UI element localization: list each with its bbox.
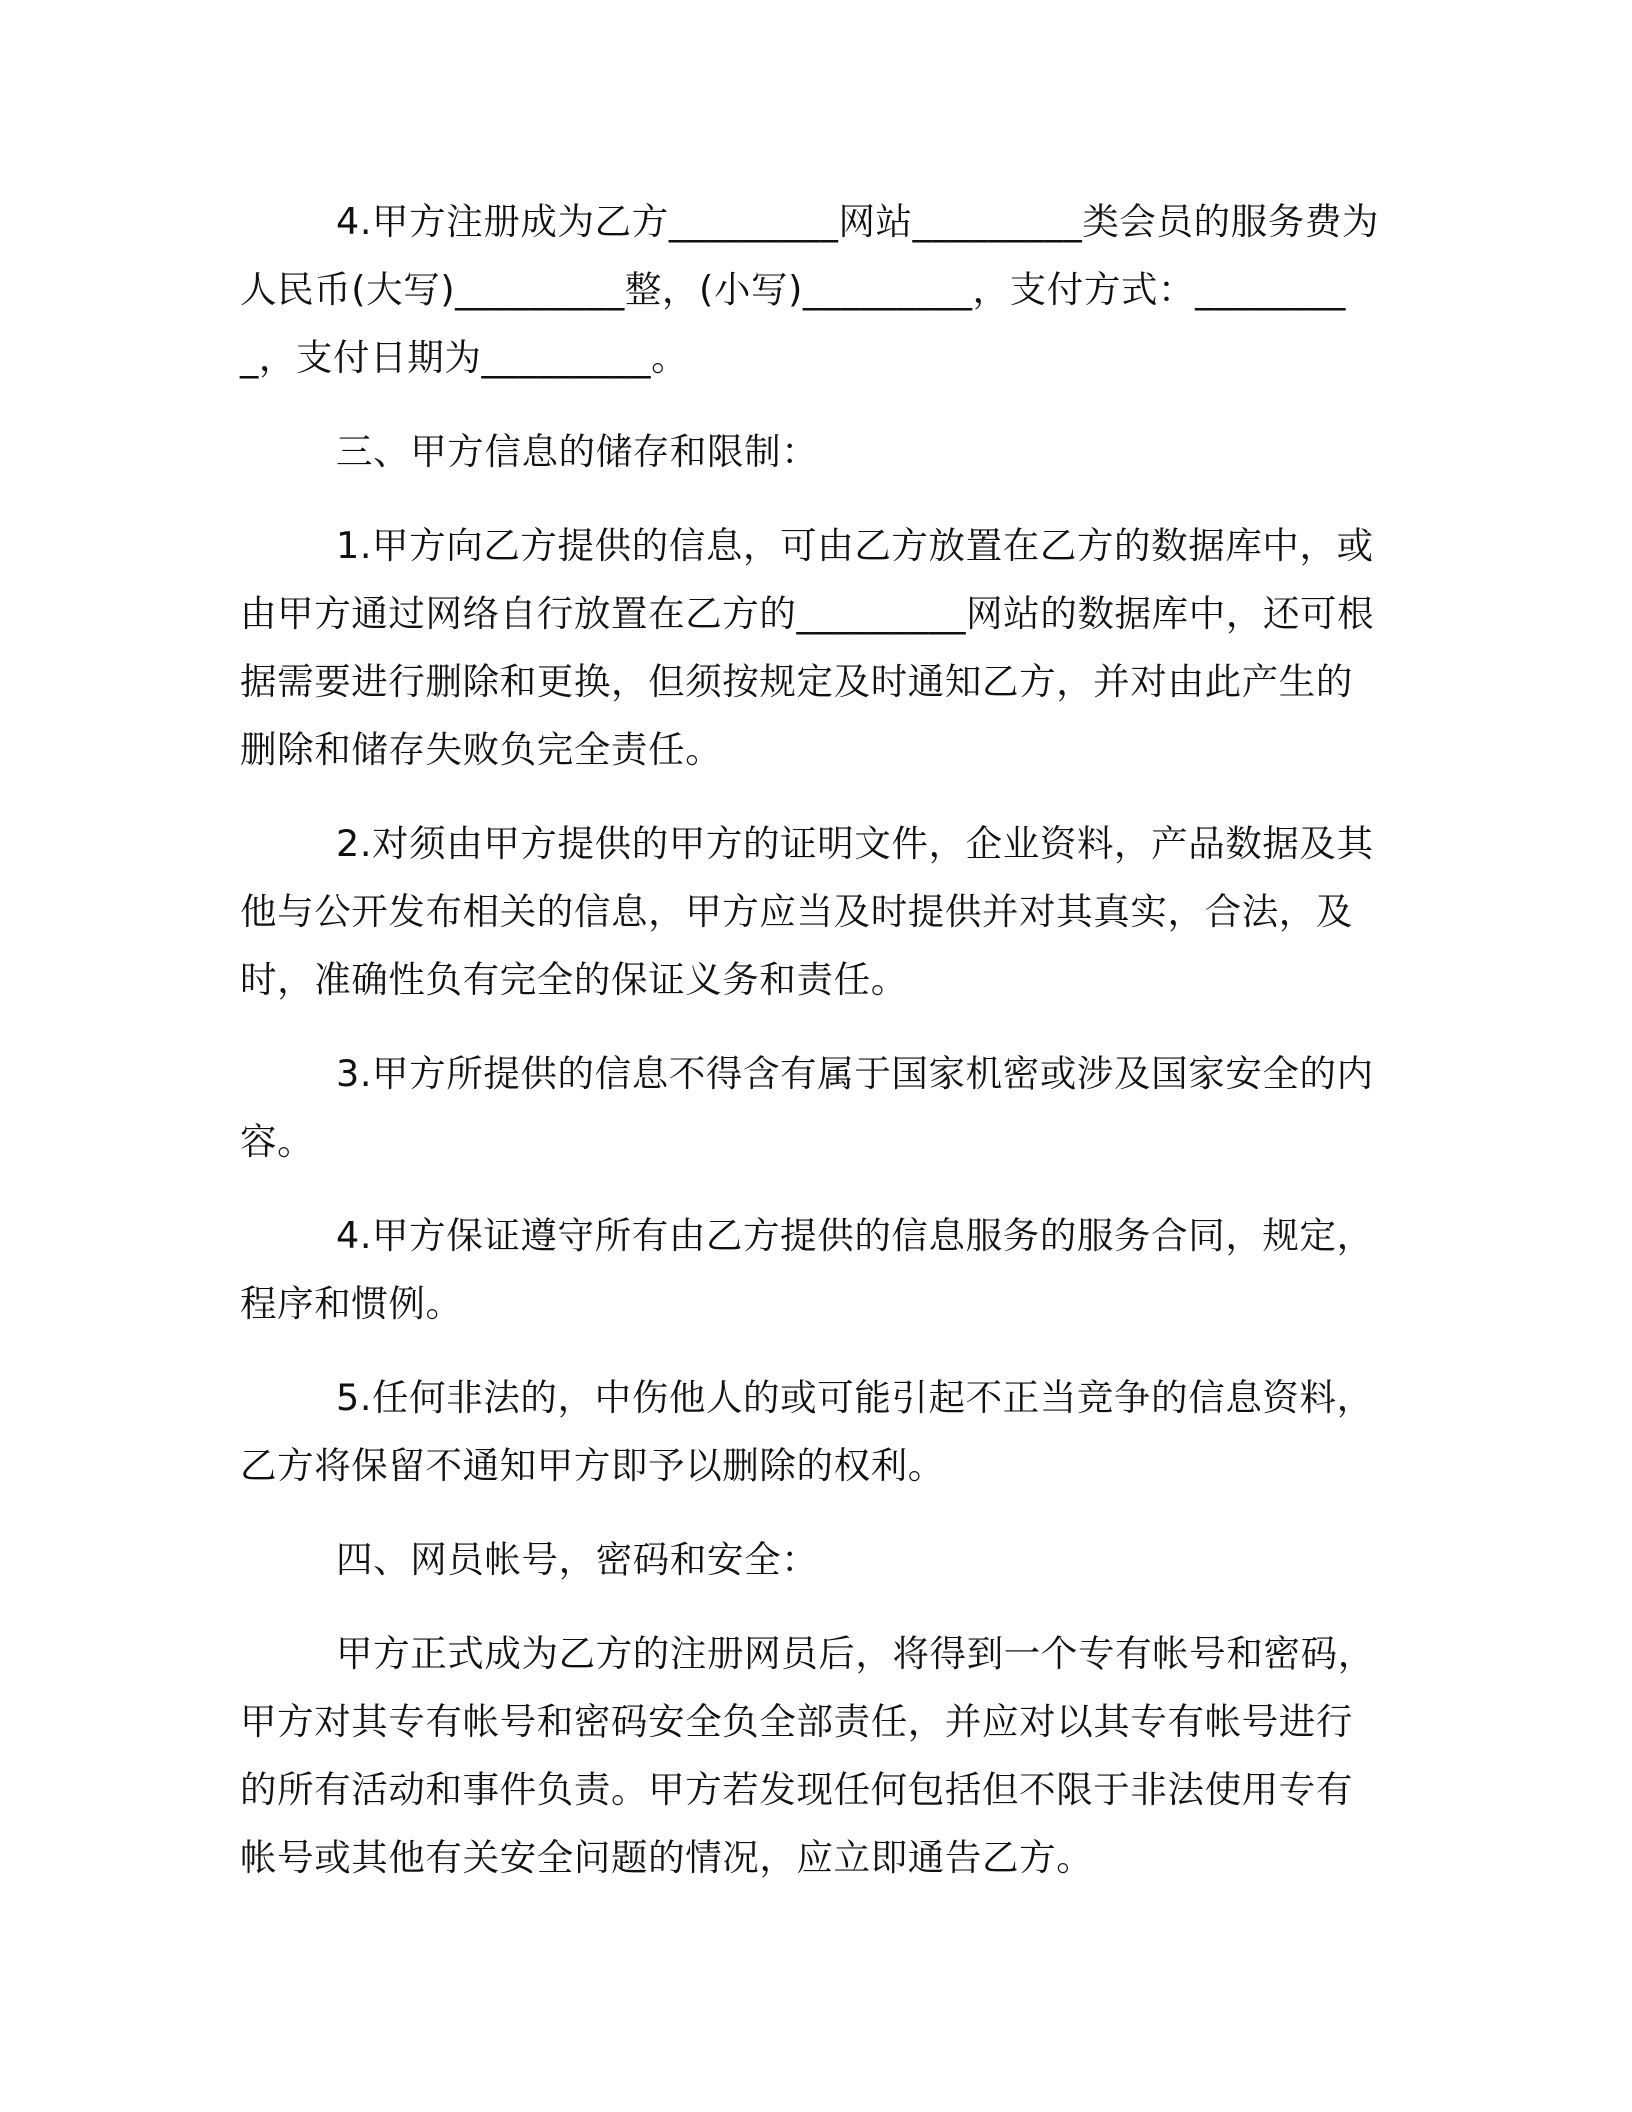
paragraph-3-5: 5.任何非法的，中伤他人的或可能引起不正当竞争的信息资料，乙方将保留不通知甲方即予以删除的权利。 bbox=[240, 1376, 1374, 1487]
section-heading-4: 四、网员帐号，密码和安全： bbox=[336, 1538, 819, 1581]
spacer bbox=[240, 1338, 1388, 1364]
spacer bbox=[240, 1176, 1388, 1202]
paragraph-4-1: 甲方正式成为乙方的注册网员后，将得到一个专有帐号和密码，甲方对其专有帐号和密码安全负全部责任，并应对以其专有帐号进行的所有活动和事件负责。甲方若发现任何包括但不限于非法使用专有帐号或其他有关安全问题的情况，应立即通告乙方。 bbox=[240, 1632, 1375, 1879]
spacer bbox=[240, 1594, 1388, 1620]
paragraph-3-2: 2.对须由甲方提供的甲方的证明文件，企业资料，产品数据及其他与公开发布相关的信息，甲方应当及时提供并对其真实，合法，及时，准确性负有完全的保证义务和责任。 bbox=[240, 822, 1374, 1001]
paragraph-fee-clause: 4.甲方注册成为乙方_________网站_________类会员的服务费为人民币(大写)_________整，(小写)_________，支付方式：_________，支付日期为_________。 bbox=[240, 200, 1380, 379]
section-heading-3: 三、甲方信息的储存和限制： bbox=[336, 430, 819, 473]
paragraph-3-4: 4.甲方保证遵守所有由乙方提供的信息服务的服务合同，规定，程序和惯例。 bbox=[240, 1214, 1374, 1325]
spacer bbox=[240, 1014, 1388, 1040]
spacer bbox=[240, 1500, 1388, 1526]
paragraph-3-1: 1.甲方向乙方提供的信息，可由乙方放置在乙方的数据库中，或由甲方通过网络自行放置在乙方的_________网站的数据库中，还可根据需要进行删除和更换，但须按规定及时通知乙方，并对由此产生的删除和储存失败负完全责任。 bbox=[240, 524, 1375, 771]
paragraph-3-3: 3.甲方所提供的信息不得含有属于国家机密或涉及国家安全的内容。 bbox=[240, 1052, 1374, 1163]
document-page bbox=[240, 188, 1388, 1892]
spacer bbox=[240, 784, 1388, 810]
spacer bbox=[240, 392, 1388, 418]
spacer bbox=[240, 486, 1388, 512]
